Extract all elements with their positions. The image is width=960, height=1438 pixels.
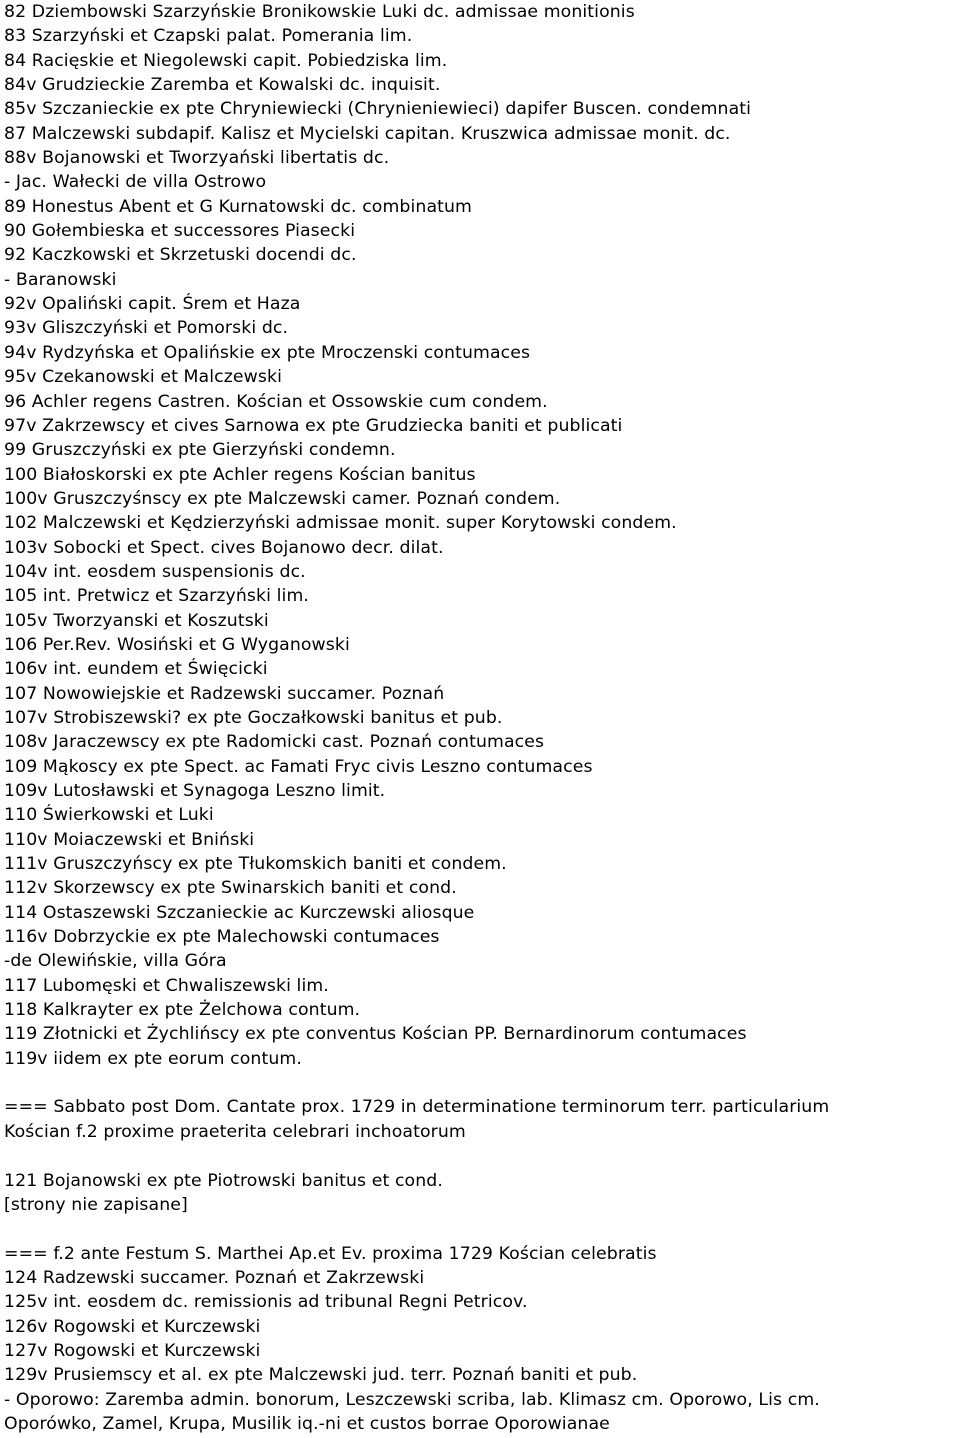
entry-list-3 [4,1242,958,1437]
text-line: 111v Gruszczyńscy ex pte Tłukomskich baniti et condem. [4,854,507,875]
text-line: 87 Malczewski subdapif. Kalisz et Mycielski capitan. Kruszwica admissae monit. dc. [4,123,731,144]
text-line: 119 Złotnicki et Żychlińscy ex pte conventus Kościan PP. Bernardinorum contumaces [4,1024,747,1045]
text-line: 85v Szczanieckie ex pte Chryniewiecki (Chrynieniewieci) dapifer Buscen. condemnati [4,99,752,120]
text-line: 121 Bojanowski ex pte Piotrowski banitus et cond. [4,1170,443,1191]
text-line: 119v iidem ex pte eorum contum. [4,1048,302,1069]
text-line: 100 Białoskorski ex pte Achler regens Kościan banitus [4,464,476,485]
text-line: 99 Gruszczyński ex pte Gierzyński condemn. [4,440,396,461]
text-line: 109 Mąkoscy ex pte Spect. ac Famati Fryc civis Leszno contumaces [4,756,593,777]
text-line: 82 Dziembowski Szarzyńskie Bronikowskie Luki dc. admissae monitionis [4,2,635,22]
text-line: 92 Kaczkowski et Skrzetuski docendi dc. [4,245,357,266]
text-line: 110 Świerkowski et Luki [4,805,214,826]
text-line: 107v Strobiszewski? ex pte Goczałkowski banitus et pub. [4,707,503,728]
text-line: 107 Nowowiejskie et Radzewski succamer. Poznań [4,683,445,704]
text-line: 94v Rydzyńska et Opalińskie ex pte Mroczenski contumaces [4,342,531,363]
text-line: 125v int. eosdem dc. remissionis ad tribunal Regni Petricov. [4,1292,528,1313]
text-line: 127v Rogowski et Kurczewski [4,1340,261,1361]
text-line: 114 Ostaszewski Szczanieckie ac Kurczewski aliosque [4,902,475,923]
text-line: 83 Szarzyński et Czapski palat. Pomerania lim. [4,26,413,47]
text-line: 108v Jaraczewscy ex pte Radomicki cast. Poznań contumaces [4,732,545,753]
text-line: 106 Per.Rev. Wosiński et G Wyganowski [4,634,350,655]
text-line: 103v Sobocki et Spect. cives Bojanowo decr. dilat. [4,537,444,558]
text-line: 117 Lubomęski et Chwaliszewski lim. [4,975,329,996]
text-line: Oporówko, Zamel, Krupa, Musilik iq.-ni et custos borrae Oporowianae [4,1413,610,1434]
entry-list-2 [4,1169,958,1218]
blank-line [4,1217,958,1241]
text-line: Kościan f.2 proxime praeterita celebrari inchoatorum [4,1121,466,1142]
text-line: 89 Honestus Abent et G Kurnatowski dc. combinatum [4,196,472,217]
text-line: 84 Racięskie et Niegolewski capit. Pobiedziska lim. [4,50,448,71]
text-line: - Jac. Wałecki de villa Ostrowo [4,172,267,193]
text-line: 109v Lutosławski et Synagoga Leszno limit. [4,781,386,801]
text-line: 100v Gruszczyśnscy ex pte Malczewski camer. Poznań condem. [4,488,561,509]
text-line: - Oporowo: Zaremba admin. bonorum, Leszczewski scriba, lab. Klimasz cm. Oporowo, Lis cm. [4,1389,820,1410]
text-line: 105v Tworzyanski et Koszutski [4,610,269,631]
text-line: 112v Skorzewscy ex pte Swinarskich baniti et cond. [4,878,457,899]
text-line: 105 int. Pretwicz et Szarzyński lim. [4,586,309,607]
document-body [4,0,958,1436]
text-line: 95v Czekanowski et Malczewski [4,367,282,388]
text-line: 102 Malczewski et Kędzierzyński admissae monit. super Korytowski condem. [4,513,677,534]
section-heading-sabbato [4,1095,958,1144]
text-line: 88v Bojanowski et Tworzyański libertatis dc. [4,148,390,169]
text-line: -de Olewińskie, villa Góra [4,951,227,972]
text-line: 124 Radzewski succamer. Poznań et Zakrzewski [4,1267,425,1288]
text-line: 93v Gliszczyński et Pomorski dc. [4,318,289,339]
text-line: 110v Moiaczewski et Bniński [4,829,255,850]
blank-line [4,1071,958,1095]
blank-line [4,1144,958,1168]
entry-list-1 [4,0,958,1071]
text-line: 84v Grudzieckie Zaremba et Kowalski dc. inquisit. [4,75,441,96]
text-line: [strony nie zapisane] [4,1194,188,1215]
text-line: 106v int. eundem et Święcicki [4,659,268,680]
text-line: 92v Opaliński capit. Śrem et Haza [4,294,301,315]
text-line: - Baranowski [4,269,117,290]
text-line: 96 Achler regens Castren. Kościan et Ossowskie cum condem. [4,391,548,412]
text-line: 116v Dobrzyckie ex pte Malechowski contumaces [4,927,440,948]
text-line: 104v int. eosdem suspensionis dc. [4,561,306,582]
text-line: === f.2 ante Festum S. Marthei Ap.et Ev. proxima 1729 Kościan celebratis [4,1243,657,1264]
text-line: 126v Rogowski et Kurczewski [4,1316,261,1337]
text-line: === Sabbato post Dom. Cantate prox. 1729 in determinatione terminorum terr. particularium [4,1097,830,1118]
text-line: 97v Zakrzewscy et cives Sarnowa ex pte Grudziecka baniti et publicati [4,415,623,436]
text-line: 118 Kalkrayter ex pte Żelchowa contum. [4,1000,361,1021]
text-line: 90 Gołembieska et successores Piasecki [4,221,356,242]
text-line: 129v Prusiemscy et al. ex pte Malczewski jud. terr. Poznań baniti et pub. [4,1365,638,1386]
